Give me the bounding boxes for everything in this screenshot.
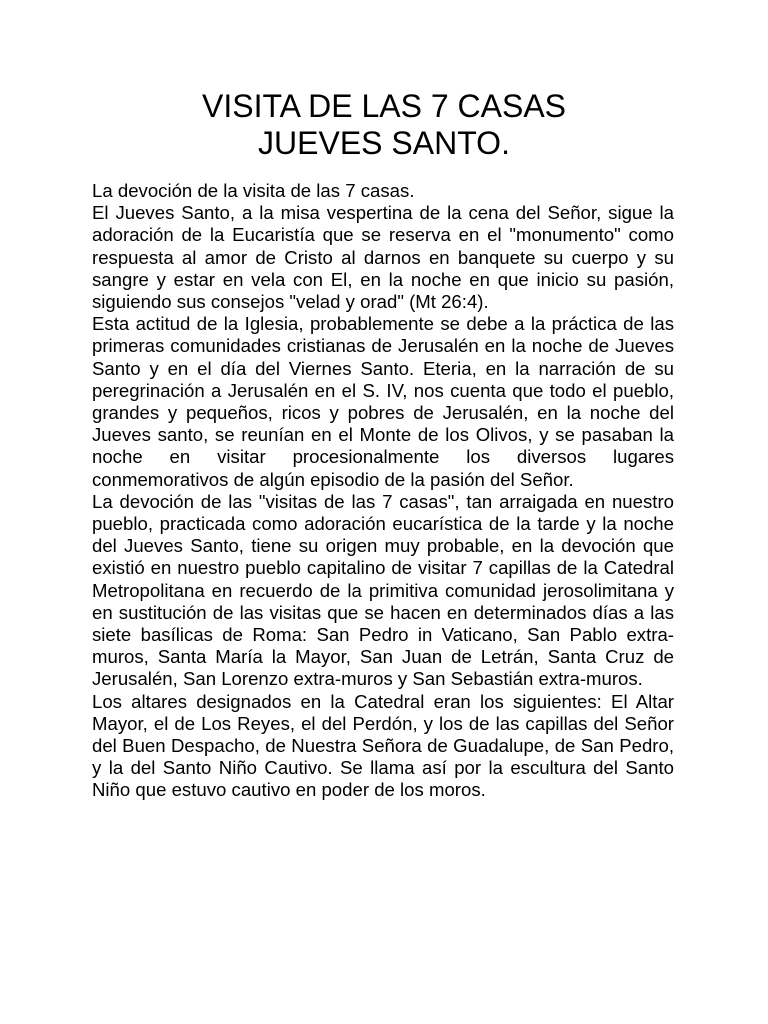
paragraph-altares: Los altares designados en la Catedral eran los siguientes: El Altar Mayor, el de Los Reyes, el del Perdón, y los de las capillas del Señor del Buen Despacho, de Nuestra Señora de Guadalupe, de San Pedro, y la del Santo Niño Cautivo. Se llama así por la escultura del Santo Niño que estuvo cautivo en poder de los moros.	[92, 690, 674, 801]
title-line-1: VISITA DE LAS 7 CASAS	[202, 88, 566, 124]
intro-line: La devoción de la visita de las 7 casas.	[92, 180, 415, 201]
paragraph-jerusalen: Esta actitud de la Iglesia, probablemente se debe a la práctica de las primeras comunidades cristianas de Jerusalén en la noche de Jueves Santo y en el día del Viernes Santo. Eteria, en la narración de su peregrinación a Jerusalén en el S. IV, nos cuenta que todo el pueblo, grandes y pequeños, ricos y pobres de Jerusalén, en la noche del Jueves santo, se reunían en el Monte de los Olivos, y se pasaban la noche en visitar procesionalmente los diversos lugares conmemorativos de algún episodio de la pasión del Señor.	[92, 313, 674, 490]
paragraph-monumento: El Jueves Santo, a la misa vespertina de la cena del Señor, sigue la adoración de la Eucaristía que se reserva en el "monumento" como respuesta al amor de Cristo al darnos en banquete su cuerpo y su sangre y estar en vela con El, en la noche en que inicio su pasión, siguiendo sus consejos "velad y orad" (Mt 26:4).	[92, 202, 674, 313]
body-text	[92, 180, 674, 802]
title-line-2: JUEVES SANTO.	[258, 125, 510, 161]
page-title	[0, 88, 768, 162]
paragraph-siete-casas: La devoción de las "visitas de las 7 casas", tan arraigada en nuestro pueblo, practicada como adoración eucarística de la tarde y la noche del Jueves Santo, tiene su origen muy probable, en la devoción que existió en nuestro pueblo capitalino de visitar 7 capillas de la Catedral Metropolitana en recuerdo de la primitiva comunidad jerosolimitana y en sustitución de las visitas que se hacen en determinados días a las siete basílicas de Roma: San Pedro in Vaticano, San Pablo extra-muros, Santa María la Mayor, San Juan de Letrán, Santa Cruz de Jerusalén, San Lorenzo extra-muros y San Sebastián extra-muros.	[92, 490, 674, 690]
